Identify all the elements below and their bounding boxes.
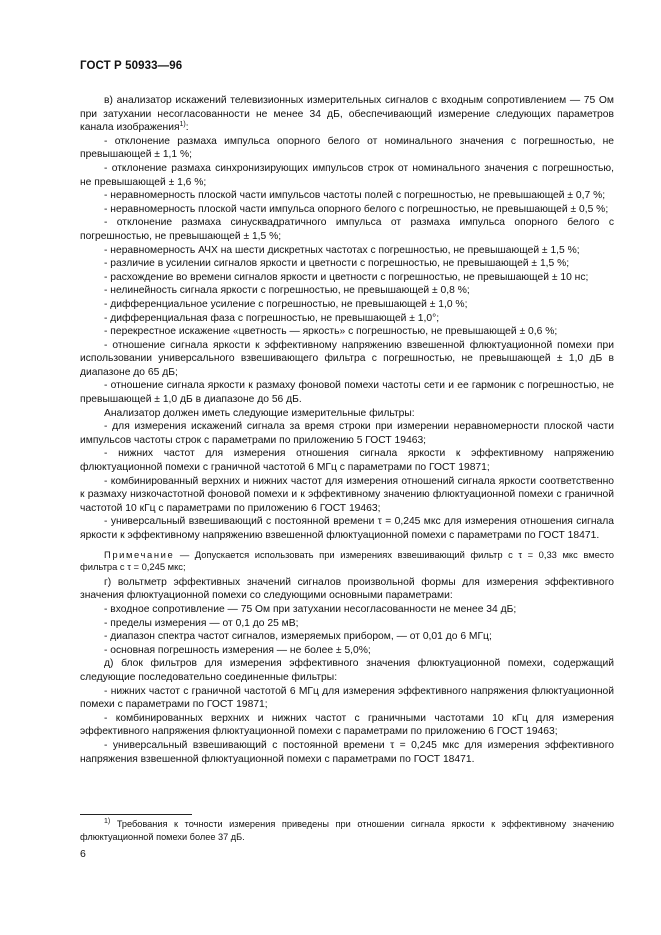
list-item: - отношение сигнала яркости к эффективному напряжению взвешенной флюктуационной помехи при использовании универсального взвешивающего фильтра с погрешностью, не превышающей ± 1,0 дБ в диапазоне до 65 дБ; bbox=[80, 339, 614, 378]
list-item: - входное сопротивление — 75 Ом при затухании несогласованности не менее 34 дБ; bbox=[104, 603, 517, 615]
list-item: - универсальный взвешивающий с постоянной времени τ = 0,245 мкс для измерения эффективного напряжения взвешенной флюктуационной помехи с параметрами по ГОСТ 18471. bbox=[80, 739, 614, 765]
list-item: - отклонение размаха синхронизирующих импульсов строк от номинального значения с погрешностью, не превышающей ± 1,6 %; bbox=[80, 162, 614, 188]
paragraph-analyzer-intro bbox=[80, 94, 614, 135]
footnote-reference: 1) bbox=[179, 121, 186, 129]
list-item: - универсальный взвешивающий с постоянной времени τ = 0,245 мкс для измерения отношения сигнала яркости к эффективному напряжению взвешенной флюктуационной помехи с параметрами по ГОСТ 18471. bbox=[80, 516, 614, 541]
paragraph-filters-intro: Анализатор должен иметь следующие измерительные фильтры: bbox=[104, 407, 415, 419]
document-body bbox=[80, 94, 614, 766]
paragraph-end-colon: : bbox=[185, 122, 189, 134]
footnote-divider bbox=[80, 814, 192, 815]
list-item: - дифференциальная фаза с погрешностью, не превышающей ± 1,0°; bbox=[104, 312, 440, 324]
list-item: - отношение сигнала яркости к размаху фоновой помехи частоты сети и ее гармоник с погрешностью, не превышающей ± 1,0 дБ в диапазоне до 56 дБ. bbox=[80, 380, 614, 406]
list-item: - комбинированных верхних и нижних частот с граничными частотами 10 кГц для измерения эффективного напряжения флюктуационной помехи с параметрами по приложению 6 ГОСТ 19463; bbox=[80, 712, 614, 738]
list-item: - комбинированный верхних и нижних частот для измерения отношений сигнала яркости соответственно к размаху низкочастотной фоновой помехи и к эффективному значению флюктуационной помехи с граничной частотой 10 кГц с параметрами по приложению 6 ГОСТ 19463; bbox=[80, 475, 614, 514]
list-item: - дифференциальное усиление с погрешностью, не превышающей ± 1,0 %; bbox=[104, 298, 468, 310]
list-item: - диапазон спектра частот сигналов, измеряемых прибором, — от 0,01 до 6 МГц; bbox=[104, 631, 492, 643]
list-item: - пределы измерения — от 0,1 до 25 мВ; bbox=[104, 617, 299, 629]
list-item: - перекрестное искажение «цветность — яркость» с погрешностью, не превышающей ± 0,6 %; bbox=[104, 326, 558, 338]
paragraph-filter-block: д) блок фильтров для измерения эффективного значения флюктуационной помехи, содержащий следующие последовательно соединенные фильтры: bbox=[80, 658, 614, 683]
standard-header: ГОСТ Р 50933—96 bbox=[80, 60, 183, 72]
footnote bbox=[80, 818, 614, 843]
footnote-marker: 1) bbox=[104, 818, 111, 825]
note-label: Примечание bbox=[104, 548, 175, 560]
list-item: - отклонение размаха импульса опорного белого от номинального значения с погрешностью, не превышающей ± 1,1 %; bbox=[80, 135, 614, 161]
note-text: — Допускается использовать при измерениях взвешивающий фильтр с τ = 0,33 мкс вместо фильтра с τ = 0,245 мкс; bbox=[80, 548, 614, 573]
list-item: - различие в усилении сигналов яркости и цветности с погрешностью, не превышающей ± 1,5 %; bbox=[104, 258, 570, 270]
paragraph-text: в) анализатор искажений телевизионных измерительных сигналов с входным сопротивлением — 75 Ом при затухании несогласованности не менее 34 дБ, обеспечивающий измерение следующих параметров канала изображения bbox=[80, 95, 614, 134]
footnote-text: Требования к точности измерения приведены при отношении сигнала яркости к эффективному значению флюктуационной помехи более 37 дБ. bbox=[80, 819, 614, 842]
list-item: - нижних частот для измерения отношения сигнала яркости к эффективному напряжению флюктуационной помехи с граничной частотой 6 МГц с параметрами по ГОСТ 19871; bbox=[80, 448, 614, 474]
list-item: - отклонение размаха синусквадратичного импульса от размаха импульса опорного белого с погрешностью, не превышающей ± 1,5 %; bbox=[80, 217, 614, 242]
note-paragraph bbox=[80, 549, 614, 574]
list-item: - нижних частот с граничной частотой 6 МГц для измерения эффективного напряжения флюктуационной помехи с параметрами по ГОСТ 19871; bbox=[80, 685, 614, 711]
list-item: - неравномерность плоской части импульса опорного белого с погрешностью, не превышающей ± 0,5 %; bbox=[104, 203, 609, 215]
list-item: - нелинейность сигнала яркости с погрешностью, не превышающей ± 0,8 %; bbox=[104, 285, 470, 297]
list-item: - неравномерность АЧХ на шести дискретных частотах с погрешностью, не превышающей ± 1,5 %; bbox=[104, 244, 580, 256]
paragraph-voltmeter: г) вольтметр эффективных значений сигналов произвольной формы для измерения эффективного значения флюктуационной помехи со следующими основными параметрами: bbox=[80, 576, 614, 602]
list-item: - основная погрешность измерения — не более ± 5,0%; bbox=[104, 644, 371, 656]
list-item: - для измерения искажений сигнала за время строки при измерении неравномерности плоской части импульсов частоты строк с параметрами по приложению 5 ГОСТ 19463; bbox=[80, 421, 614, 446]
list-item: - расхождение во времени сигналов яркости и цветности с погрешностью, не превышающей ± 10 нс; bbox=[104, 271, 589, 283]
page-number: 6 bbox=[80, 848, 86, 860]
list-item: - неравномерность плоской части импульсов частоты полей с погрешностью, не превышающей ± 0,7 %; bbox=[104, 190, 606, 202]
